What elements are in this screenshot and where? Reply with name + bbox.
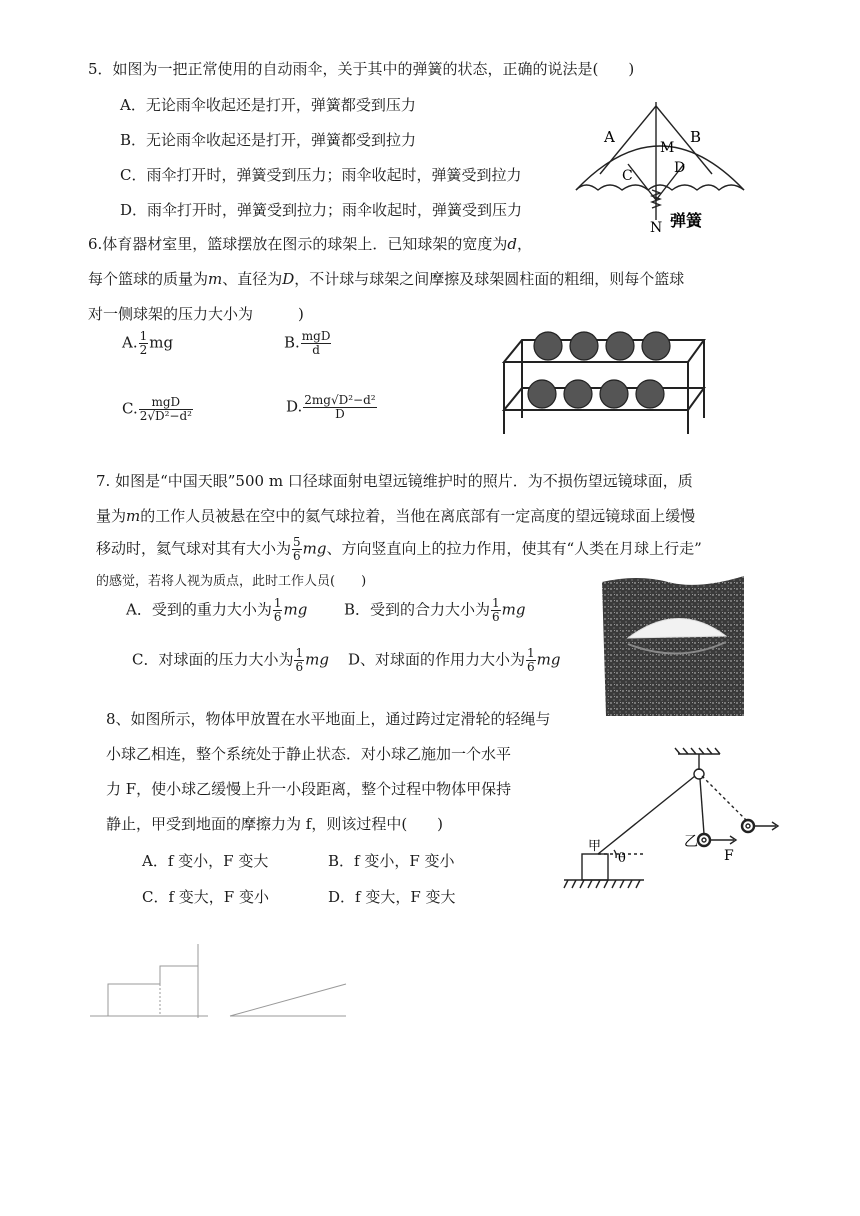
q6-option-b: B. $\frac{\text{mgD}}{d}$ [284,329,331,357]
umbrella-label-d: D [674,160,686,176]
umbrella-label-b: B [690,128,702,146]
umbrella-label-a: A [604,128,615,146]
q7-option-b: B．受到的合力大小为 $\frac{1}{6}$ mg [344,596,526,624]
q8-line3: 力 F，使小球乙缓慢上升一小段距离，整个过程中物体甲保持 [106,780,512,798]
q6-line2: 每个篮球的质量为m、直径为D，不计球与球架之间摩擦及球架圆柱面的粗细，则每个篮球 [88,270,685,288]
q6-line3: 对一侧球架的压力大小为 ) [88,305,304,323]
q5-option-d: D．雨伞打开时，弹簧受到拉力；雨伞收起时，弹簧受到压力 [120,201,523,219]
pulley-figure [554,746,794,896]
pulley-label-f: F [724,848,734,864]
q5-option-a: A．无论雨伞收起还是打开，弹簧都受到压力 [120,96,416,114]
q8-option-a: A．f 变小，F 变大 [142,852,269,870]
umbrella-label-spring: 弹簧 [670,211,703,230]
q7-line3: 移动时，氦气球对其有大小为 $\frac{5}{6}$ mg、方向竖直向上的拉力作用，使其有“人类在月球上行走” [96,535,702,563]
q6-option-a: A. $\frac{1}{2}$ mg [122,329,174,357]
q7-line1: 7. 如图是“中国天眼”500 m 口径球面射电望远镜维护时的照片．为不损伤望远镜球面，质 [96,472,693,490]
q5-option-b: B．无论雨伞收起还是打开，弹簧都受到拉力 [120,131,417,149]
q8-line4: 静止，甲受到地面的摩擦力为 f，则该过程中( ) [106,815,444,833]
pulley-label-yi: 乙 [684,834,698,850]
q6-option-c: C. $\frac{\text{mgD}}{\text{2√D²−d²}}$ [122,395,192,423]
umbrella-label-m: M [660,140,675,156]
faint-bleed-through-sketch [84,938,354,1028]
ball-rack-figure [498,322,708,437]
pulley-label-jia: 甲 [588,839,602,854]
q8-option-d: D．f 变大，F 变大 [328,888,456,906]
q7-line2: 量为m的工作人员被悬在空中的氦气球拉着，当他在离底部有一定高度的望远镜球面上缓慢 [96,507,696,525]
q7-line4: 的感觉，若将人视为质点，此时工作人员( ) [96,574,367,589]
umbrella-figure [570,92,750,237]
q8-option-b: B．f 变小，F 变小 [328,852,455,870]
q8-line2: 小球乙相连，整个系统处于静止状态．对小球乙施加一个水平 [106,745,512,763]
q7-option-c: C．对球面的压力大小为 $\frac{1}{6}$ mg [132,646,329,674]
q5-stem: 5．如图为一把正常使用的自动雨伞，关于其中的弹簧的状态，正确的说法是( ) [88,60,635,78]
q7-option-d: D、对球面的作用力大小为 $\frac{1}{6}$ mg [348,646,561,674]
q7-option-a: A．受到的重力大小为 $\frac{1}{6}$ mg [126,596,308,624]
q8-option-c: C．f 变大，F 变小 [142,888,269,906]
umbrella-label-c: C [622,168,633,184]
pulley-label-theta: θ [618,851,626,866]
q6-option-d: D. $\frac{\text{2mg√D²−d²}}{D}$ [286,393,376,421]
q8-line1: 8、如图所示，物体甲放置在水平地面上，通过跨过定滑轮的轻绳与 [106,710,551,728]
telescope-photo [598,570,748,720]
umbrella-label-n: N [650,220,663,236]
q6-line1: 6.体育器材室里，篮球摆放在图示的球架上．已知球架的宽度为d， [88,235,532,253]
q5-option-c: C．雨伞打开时，弹簧受到压力；雨伞收起时，弹簧受到拉力 [120,166,522,184]
